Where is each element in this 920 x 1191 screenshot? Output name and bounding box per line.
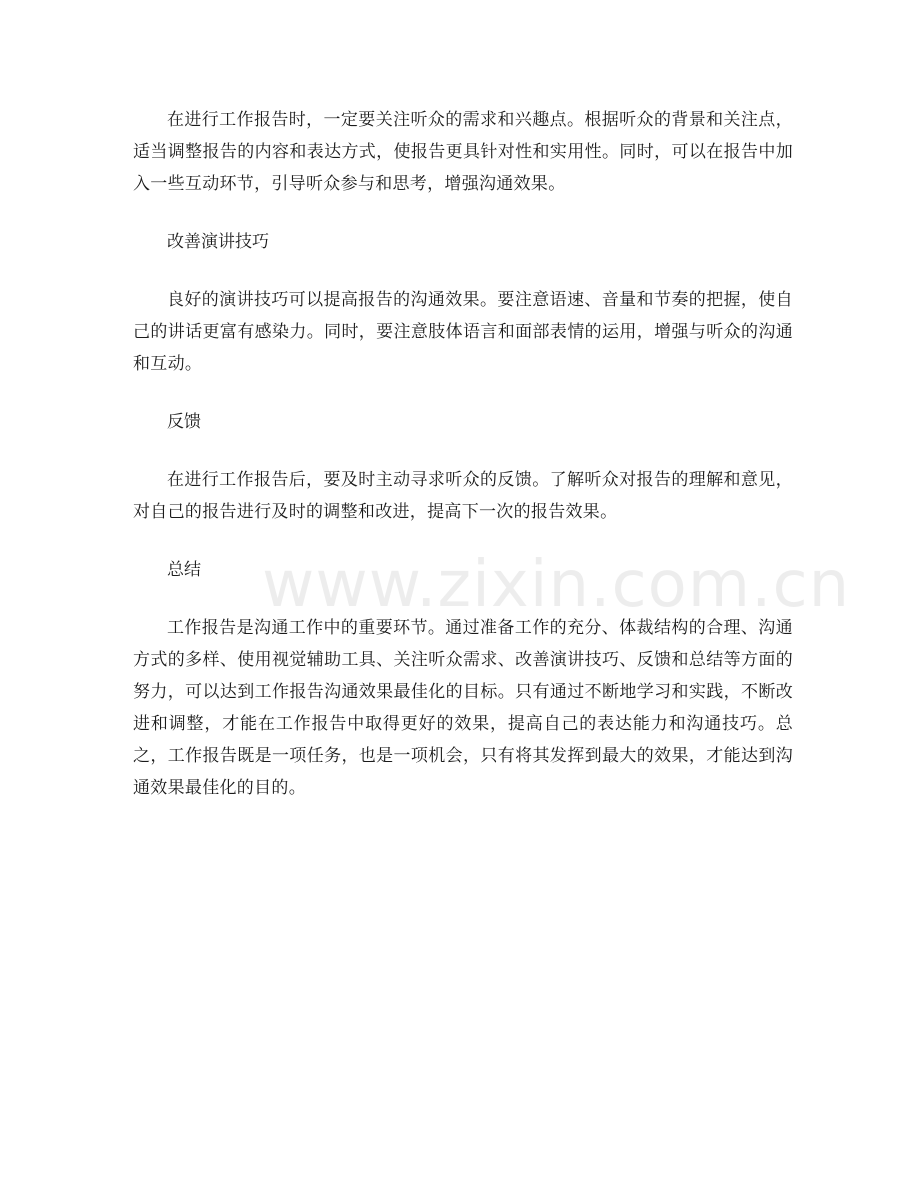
section-heading-summary: 总结 — [167, 560, 201, 580]
paragraph-feedback: 在进行工作报告后，要及时主动寻求听众的反馈。了解听众对报告的理解和意见，对自己的报告进行及时的调整和改进，提高下一次的报告效果。 — [133, 470, 793, 522]
section-heading-feedback: 反馈 — [167, 412, 201, 432]
paragraph-audience-needs: 在进行工作报告时，一定要关注听众的需求和兴趣点。根据听众的背景和关注点，适当调整报告的内容和表达方式，使报告更具针对性和实用性。同时，可以在报告中加入一些互动环节，引导听众参与和思考，增强沟通效果。 — [133, 110, 793, 194]
paragraph-summary: 工作报告是沟通工作中的重要环节。通过准备工作的充分、体裁结构的合理、沟通方式的多样、使用视觉辅助工具、关注听众需求、改善演讲技巧、反馈和总结等方面的努力，可以达到工作报告沟通效果最佳化的目标。只有通过不断地学习和实践，不断改进和调整，才能在工作报告中取得更好的效果，提高自己的表达能力和沟通技巧。总之，工作报告既是一项任务，也是一项机会，只有将其发挥到最大的效果，才能达到沟通效果最佳化的目的。 — [133, 618, 793, 798]
paragraph-speech-skills: 良好的演讲技巧可以提高报告的沟通效果。要注意语速、音量和节奏的把握，使自己的讲话更富有感染力。同时，要注意肢体语言和面部表情的运用，增强与听众的沟通和互动。 — [133, 290, 793, 374]
document-body — [133, 104, 793, 804]
watermark: www.zixin.com.cn — [262, 548, 851, 622]
section-heading-speech-skills: 改善演讲技巧 — [167, 232, 269, 252]
